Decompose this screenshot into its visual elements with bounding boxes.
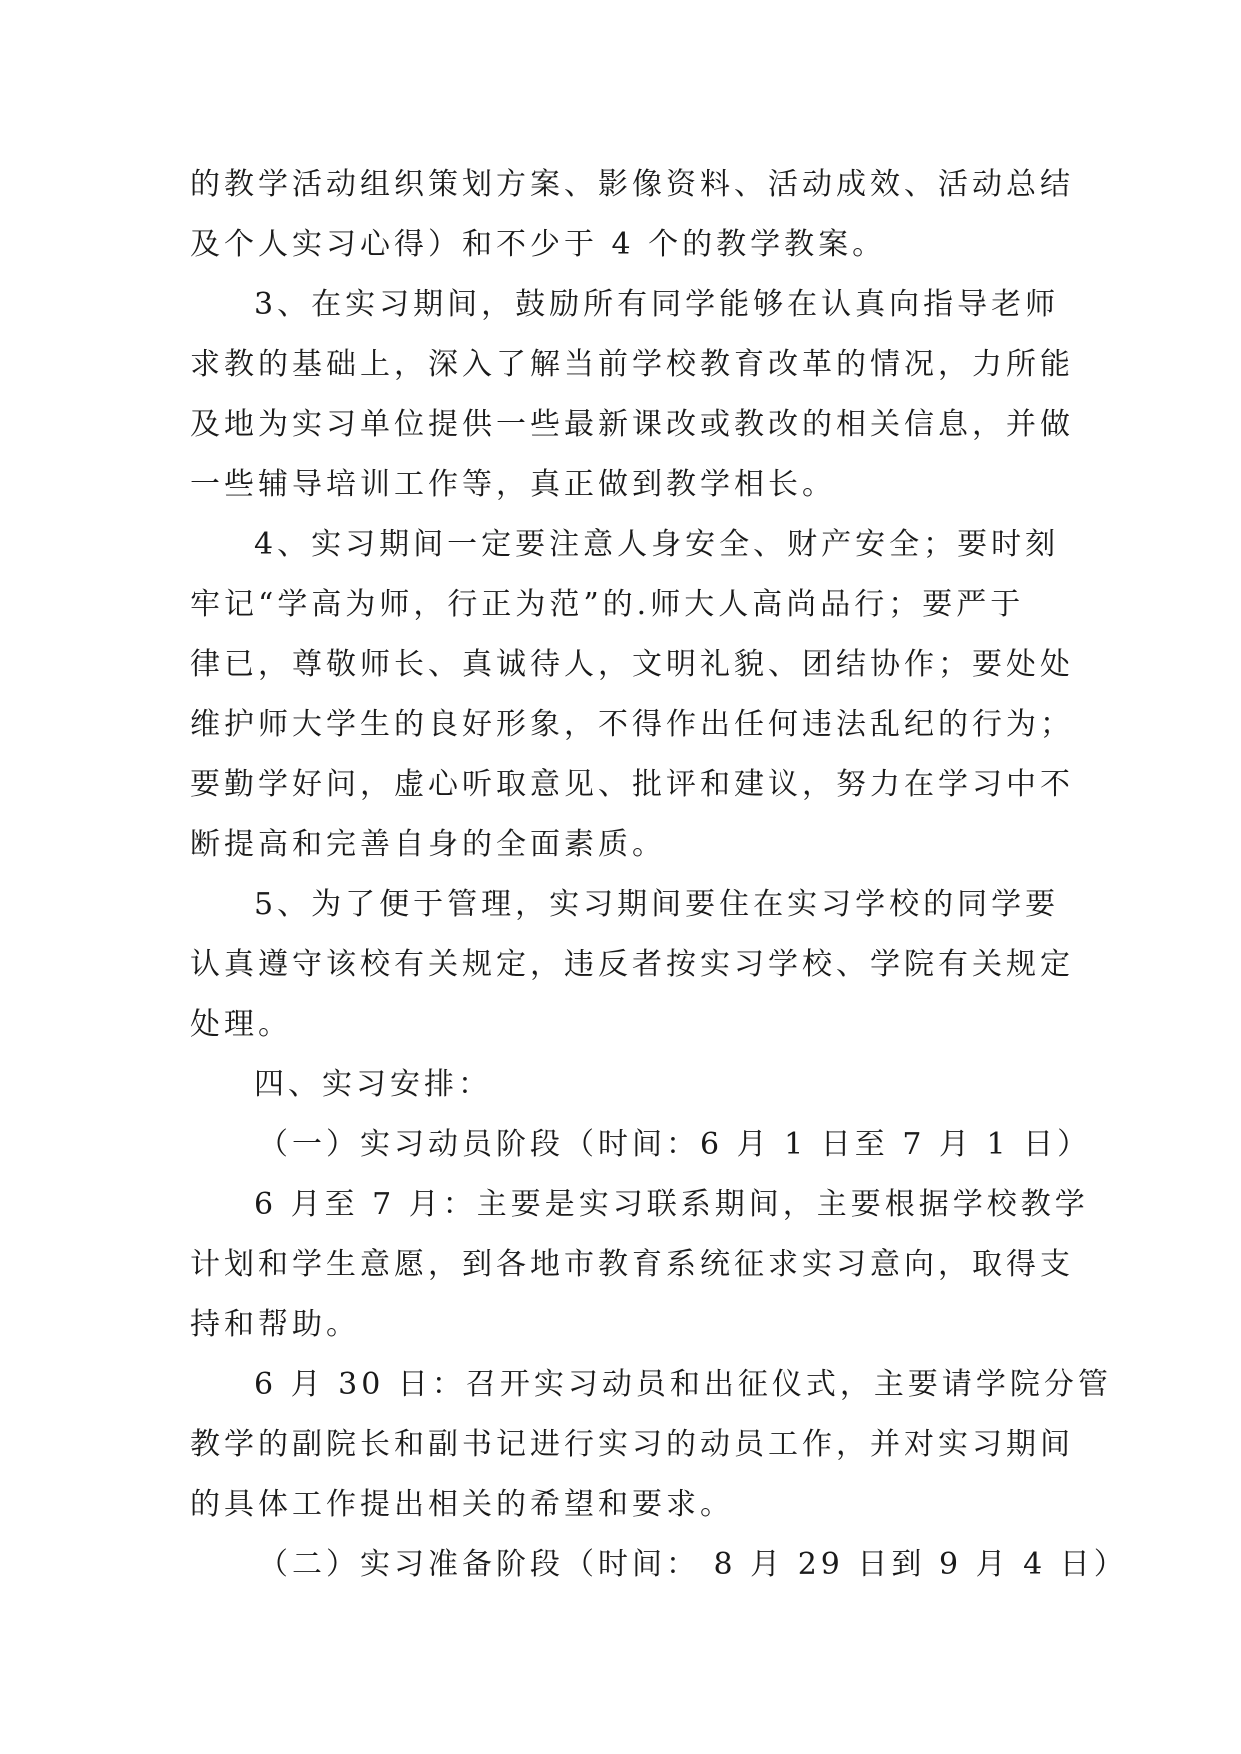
text-line: 维护师大学生的良好形象，不得作出任何违法乱纪的行为； bbox=[190, 707, 1074, 742]
text-line: 处理。 bbox=[190, 1007, 292, 1042]
text-line: 律已，尊敬师长、真诚待人，文明礼貌、团结协作；要处处 bbox=[190, 647, 1074, 682]
text-line: 断提高和完善自身的全面素质。 bbox=[190, 827, 666, 862]
paragraph-4-start: 4、实习期间一定要注意人身安全、财产安全；要时刻 bbox=[254, 527, 1060, 562]
subsection-heading-preparation: （二）实习准备阶段（时间： 8 月 29 日到 9 月 4 日） bbox=[258, 1547, 1128, 1582]
paragraph-june-july-start: 6 月至 7 月：主要是实习联系期间，主要根据学校教学 bbox=[254, 1187, 1089, 1222]
section-heading-arrangement: 四、实习安排： bbox=[254, 1067, 492, 1102]
text-line: 的教学活动组织策划方案、影像资料、活动成效、活动总结 bbox=[190, 167, 1074, 202]
text-line: 及地为实习单位提供一些最新课改或教改的相关信息，并做 bbox=[190, 407, 1074, 442]
paragraph-3-start: 3、在实习期间，鼓励所有同学能够在认真向指导老师 bbox=[254, 287, 1060, 322]
subsection-heading-mobilization: （一）实习动员阶段（时间：6 月 1 日至 7 月 1 日） bbox=[258, 1127, 1092, 1162]
document-body bbox=[190, 155, 1128, 1595]
text-line: 牢记“学高为师，行正为范”的.师大人高尚品行；要严于 bbox=[190, 587, 1025, 622]
text-line: 的具体工作提出相关的希望和要求。 bbox=[190, 1487, 734, 1522]
text-line: 持和帮助。 bbox=[190, 1307, 360, 1342]
text-line: 一些辅导培训工作等，真正做到教学相长。 bbox=[190, 467, 836, 502]
text-line: 求教的基础上，深入了解当前学校教育改革的情况，力所能 bbox=[190, 347, 1074, 382]
text-line: 及个人实习心得）和不少于 4 个的教学教案。 bbox=[190, 227, 887, 262]
text-line: 要勤学好问，虚心听取意见、批评和建议，努力在学习中不 bbox=[190, 767, 1074, 802]
text-line: 教学的副院长和副书记进行实习的动员工作，并对实习期间 bbox=[190, 1427, 1074, 1462]
paragraph-5-start: 5、为了便于管理，实习期间要住在实习学校的同学要 bbox=[254, 887, 1060, 922]
paragraph-june-30-start: 6 月 30 日：召开实习动员和出征仪式，主要请学院分管 bbox=[254, 1367, 1112, 1402]
text-line: 认真遵守该校有关规定，违反者按实习学校、学院有关规定 bbox=[190, 947, 1074, 982]
text-line: 计划和学生意愿，到各地市教育系统征求实习意向，取得支 bbox=[190, 1247, 1074, 1282]
